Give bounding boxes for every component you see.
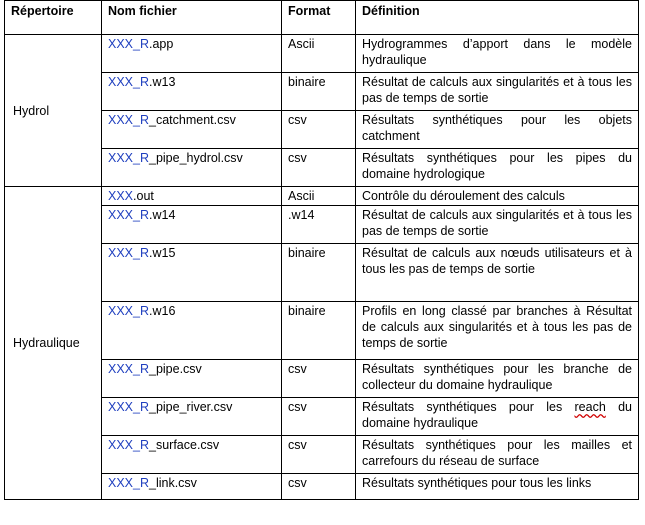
file-suffix: _pipe_hydrol.csv [149,151,243,165]
file-prefix: XXX_R [108,37,149,51]
file-suffix: _surface.csv [149,438,220,452]
file-name-cell [102,398,282,436]
file-name-cell [102,149,282,187]
file-name-cell [102,35,282,73]
format-cell: .w14 [282,206,356,244]
file-suffix: _pipe.csv [149,362,202,376]
table-row [5,35,639,73]
definition-cell: Résultats synthétiques pour tous les links [356,474,639,500]
definition-cell: Résultats synthétiques pour les objets catchment [356,111,639,149]
definition-cell: Hydrogrammes d’apport dans le modèle hydraulique [356,35,639,73]
file-name-cell [102,206,282,244]
file-suffix: .w16 [149,304,176,318]
definition-cell: Résultat de calculs aux singularités et à tous les pas de temps de sortie [356,73,639,111]
file-name-cell [102,73,282,111]
format-cell: csv [282,360,356,398]
format-cell: binaire [282,244,356,302]
table-row [5,187,639,206]
format-cell: binaire [282,73,356,111]
file-prefix: XXX_R [108,113,149,127]
format-cell: csv [282,474,356,500]
file-prefix: XXX_R [108,438,149,452]
file-prefix: XXX_R [108,476,149,490]
file-suffix: .w14 [149,208,176,222]
file-name-cell [102,436,282,474]
file-name-cell [102,474,282,500]
format-cell: csv [282,149,356,187]
group-hydraulique: Hydraulique [5,187,102,500]
file-definition-table [4,0,639,500]
file-suffix: _link.csv [149,476,197,490]
definition-cell: Profils en long classé par branches à Résultat de calculs aux singularités et à tous les pas de temps de sortie [356,302,639,360]
definition-text-end: du domaine hydraulique [362,400,632,430]
definition-cell: Contrôle du déroulement des calculs [356,187,639,206]
definition-cell: Résultat de calculs aux singularités et à tous les pas de temps de sortie [356,206,639,244]
group-hydrol: Hydrol [5,35,102,187]
file-suffix: .w13 [149,75,176,89]
file-prefix: XXX_R [108,400,149,414]
file-name-cell [102,111,282,149]
definition-cell: Résultat de calculs aux nœuds utilisateurs et à tous les pas de temps de sortie [356,244,639,302]
file-name-cell [102,187,282,206]
file-prefix: XXX_R [108,304,149,318]
file-prefix: XXX_R [108,151,149,165]
file-prefix: XXX [108,189,134,203]
header-repertoire: Répertoire [5,1,102,35]
file-name-cell [102,302,282,360]
header-format: Format [282,1,356,35]
definition-cell [356,398,639,436]
format-cell: csv [282,436,356,474]
file-suffix: _pipe_river.csv [149,400,233,414]
format-cell: Ascii [282,35,356,73]
file-prefix: XXX_R [108,208,149,222]
definition-cell: Résultats synthétiques pour les mailles et carrefours du réseau de surface [356,436,639,474]
file-suffix: _catchment.csv [149,113,236,127]
file-suffix: .w15 [149,246,176,260]
format-cell: csv [282,111,356,149]
spellcheck-marked-word: reach [574,400,606,414]
format-cell: binaire [282,302,356,360]
file-prefix: XXX_R [108,246,149,260]
file-prefix: XXX_R [108,75,149,89]
header-row [5,1,639,35]
file-suffix: .app [149,37,174,51]
header-definition: Définition [356,1,639,35]
file-name-cell [102,244,282,302]
format-cell: csv [282,398,356,436]
definition-cell: Résultats synthétiques pour les branche de collecteur du domaine hydraulique [356,360,639,398]
file-prefix: XXX_R [108,362,149,376]
format-cell: Ascii [282,187,356,206]
file-suffix: .out [133,189,154,203]
definition-cell: Résultats synthétiques pour les pipes du domaine hydrologique [356,149,639,187]
header-nom-fichier: Nom fichier [102,1,282,35]
file-name-cell [102,360,282,398]
definition-text-start: Résultats synthétiques pour les [362,400,575,414]
